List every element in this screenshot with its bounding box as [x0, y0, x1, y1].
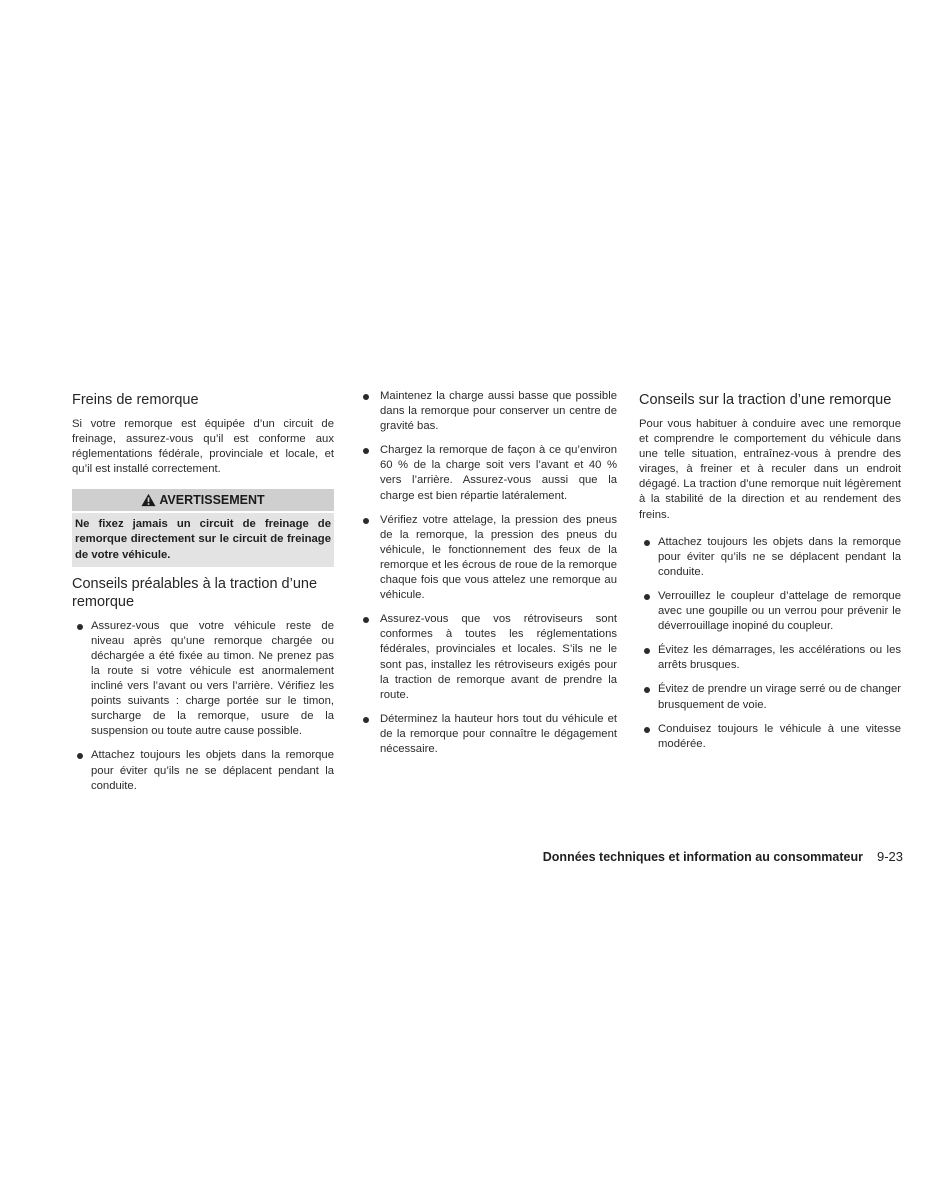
section-heading-trailer-brakes: Freins de remorque — [72, 392, 199, 408]
list-item: Attachez toujours les objets dans la remorque pour éviter qu’ils ne se déplacent pendant la conduite. — [72, 748, 334, 793]
page-number: 9-23 — [876, 849, 903, 864]
warning-text: Ne fixez jamais un circuit de freinage de remorque directement sur le circuit de freinage de votre véhicule. — [72, 513, 334, 566]
list-item: Vérifiez votre attelage, la pression des pneus de la remorque, la pression des pneus du véhicule, le fonctionnement des feux de la remorque et les écrous de roue de la remorque chaque fois que vous attelez une remorque au véhicule. — [361, 513, 617, 604]
paragraph-towing-tips: Pour vous habituer à conduire avec une remorque et comprendre le comportement du véhicule dans une telle situation, entraînez-vous à prendre des virages, à freiner et à reculer dans un endroit dégagé. La traction d’une remorque nuit légèrement à la stabilité de la direction et au rendement des freins. — [639, 418, 901, 521]
list-item: Attachez toujours les objets dans la remorque pour éviter qu’ils ne se déplacent pendant la conduite. — [639, 535, 901, 580]
column-middle — [361, 389, 617, 766]
list-item: Conduisez toujours le véhicule à une vitesse modérée. — [639, 722, 901, 752]
warning-box — [72, 489, 334, 566]
list-item: Assurez-vous que votre véhicule reste de niveau après qu’une remorque chargée ou déchargée a été fixée au timon. Ne prenez pas la route si votre véhicule est anormalement incliné vers l’avant ou vers l’arrière. Vérifiez les points suivants : charge portée sur le timon, surcharge de la remorque, usure de la suspension ou toute autre cause possible. — [72, 619, 334, 740]
column-right — [639, 391, 901, 761]
list-item: Maintenez la charge aussi basse que possible dans la remorque pour conserver un centre de gravité bas. — [361, 389, 617, 434]
page-footer — [400, 849, 903, 864]
section-heading-pre-towing-tips: Conseils préalables à la traction d’une remorque — [72, 575, 318, 610]
list-item: Déterminez la hauteur hors tout du véhicule et de la remorque pour connaître le dégagement nécessaire. — [361, 712, 617, 757]
paragraph-trailer-brakes: Si votre remorque est équipée d’un circuit de freinage, assurez-vous qu’il est conforme aux réglementations fédérale, provinciale et locale, et qu’il est installé correctement. — [72, 418, 334, 476]
list-item: Verrouillez le coupleur d’attelage de remorque avec une goupille ou un verrou pour prévenir le déverrouillage inopiné du coupleur. — [639, 589, 901, 634]
warning-header — [72, 489, 334, 511]
bullet-list-middle — [361, 389, 617, 757]
list-item: Assurez-vous que vos rétroviseurs sont conformes à toutes les réglementations fédérales, provinciales et locales. S’ils ne le sont pas, installez les rétroviseurs exigés pour la traction de remorque avant de prendre la route. — [361, 612, 617, 703]
column-left — [72, 391, 334, 803]
warning-triangle-icon — [141, 493, 156, 507]
list-item: Évitez de prendre un virage serré ou de changer brusquement de voie. — [639, 682, 901, 712]
footer-section-title: Données techniques et information au consommateur — [542, 850, 863, 864]
bullet-list-left — [72, 619, 334, 794]
section-heading-towing-tips: Conseils sur la traction d’une remorque — [639, 392, 892, 408]
warning-title: AVERTISSEMENT — [159, 493, 265, 508]
bullet-list-right — [639, 535, 901, 752]
list-item: Chargez la remorque de façon à ce qu’environ 60 % de la charge soit vers l’avant et 40 % vers l’arrière. Assurez-vous aussi que la charge est bien répartie latéralement. — [361, 443, 617, 503]
list-item: Évitez les démarrages, les accélérations ou les arrêts brusques. — [639, 643, 901, 673]
